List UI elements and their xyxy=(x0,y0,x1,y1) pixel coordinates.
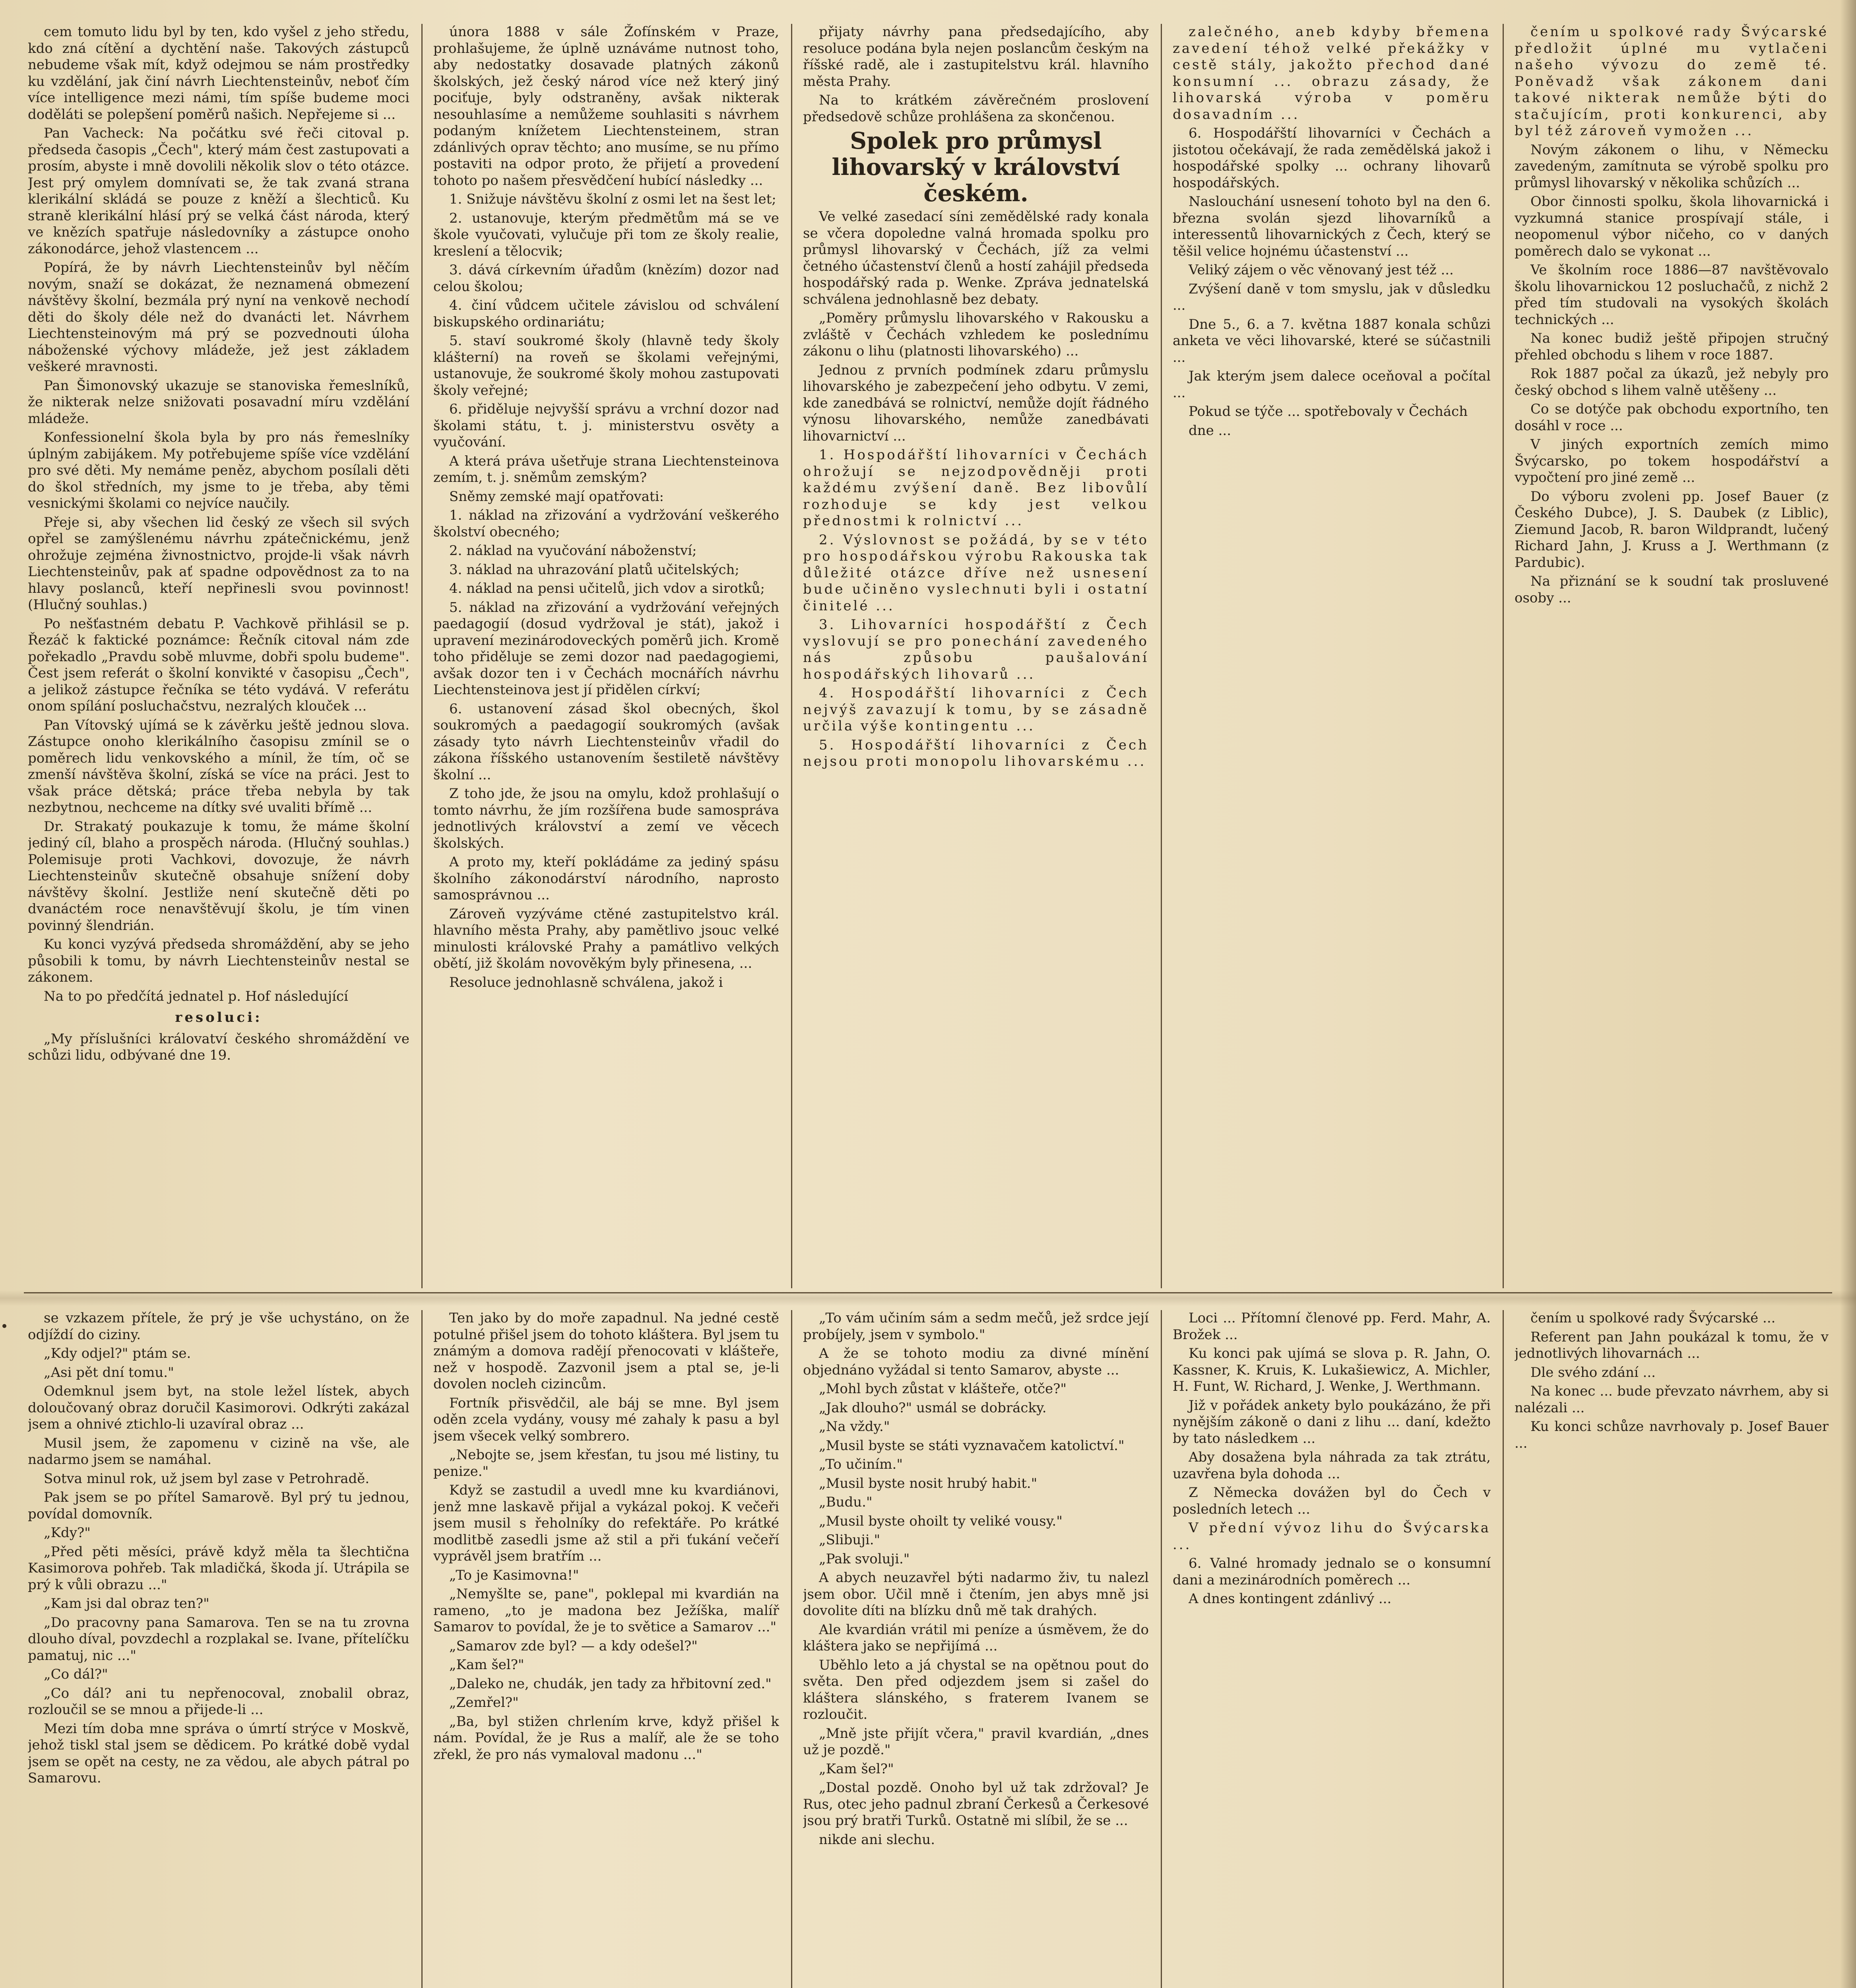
paragraph: Popírá, že by návrh Liechtensteinův byl něčím novým, snaží se dokázat, že neznamená obmezení návštěvy školní, bezmála prý nyní na venkově nechodí děti do školy déle než do dvanácti let. Návrhem Liechtensteinovým má prý se pozvednouti úloha náboženské výchovy mládeže, jež jest základem veškeré mravnosti. xyxy=(28,260,409,375)
column-rule xyxy=(791,24,792,1288)
column-rule xyxy=(1503,1310,1504,1988)
paragraph: cem tomuto lidu byl by ten, kdo vyšel z jeho středu, kdo zná cítění a dychtění naše. Takových zástupců nebudeme však mít, když odejmou se nám prostředky ku vzdělání, jak činí návrh Liechtensteinův, neboť čím více intelligence mezi námi, tím spíše budeme moci doděláti se polepšení poměrů našich. Nepřejeme si ... xyxy=(28,24,409,122)
column-rule xyxy=(1161,1310,1162,1988)
resolution-heading: resoluci: xyxy=(175,1010,262,1025)
paragraph: A dnes kontingent zdánlivý ... xyxy=(1189,1591,1392,1607)
paragraph: „Na vždy." xyxy=(819,1419,890,1435)
paragraph: A která práva ušetřuje strana Liechtensteinova zemím, t. j. sněmům zemským? xyxy=(433,453,779,485)
paragraph: Konfessionelní škola byla by pro nás řemeslníky úplným zabijákem. My potřebujeme spíše více vzdělání pro své děti. My nemáme peněz, abychom posílali děti do škol středních, my jsme to je třeba, aby těmi vesnickými školami co nejvíce naučily. xyxy=(28,429,409,511)
paragraph: 3. Lihovarníci hospodářští z Čech vyslovují se pro ponechání zavedeného nás způsobu paušalování hospodářských lihovarů ... xyxy=(803,617,1149,682)
paragraph: Když se zastudil a uvedl mne ku kvardiánovi, jenž mne laskavě přijal a vykázal pokoj. K večeři jsem musil s řeholníky do refektáře. Po krátké modlitbě zasedli jsme až stil a při ťukání večeří vyprávěl jsem bratřím ... xyxy=(433,1482,779,1564)
paragraph: „Kam jsi dal obraz ten?" xyxy=(44,1596,209,1611)
paragraph: Ve velké zasedací síni zemědělské rady konala se včera dopoledne valná hromada spolku pro průmysl lihovarský v Čechách, jíž za velmi četného účastenství členů a hostí zahájil předseda hospodářský rada p. Wenke. Zpráva jednatelská schválena jednohlasně bez debaty. xyxy=(803,209,1149,307)
paragraph: Dne 5., 6. a 7. května 1887 konala schůzi anketa ve věci lihovarské, které se súčastnili ... xyxy=(1173,316,1491,365)
paragraph: Referent pan Jahn poukázal k tomu, že v jednotlivých lihovarnách ... xyxy=(1515,1329,1829,1361)
paragraph: Sotva minul rok, už jsem byl zase v Petrohradě. xyxy=(44,1470,370,1487)
paragraph: „To učiním." xyxy=(819,1456,903,1472)
paragraph: Pan Vacheck: Na počátku své řeči citoval p. předseda časopis „Čech", který mám čest zastupovati a prosím, abyste i mně dovolili několik slov o této otázce. Jest prý omylem domnívati se, že tak zvaná strana klerikální skládá se pouze z kněží a šlechticů. Ku straně klerikální hlásí prý se velká část národa, který ve knězích spatřuje následovníky a zástupce onoho zákonodárce, jehož vlastencem ... xyxy=(28,125,409,257)
paragraph: Loci ... Přítomní členové pp. Ferd. Mahr, A. Brožek ... xyxy=(1173,1310,1491,1343)
paragraph: Jak kterým jsem dalece oceňoval a počítal ... xyxy=(1173,368,1491,401)
paragraph: Uběhlo leto a já chystal se na opětnou pout do světa. Den před odjezdem jsem si zašel do kláštera slánského, s fraterem Ivanem se rozloučit. xyxy=(803,1657,1149,1722)
paragraph: Zvýšení daně v tom smyslu, jak v důsledku ... xyxy=(1173,281,1491,313)
paragraph: „Co dál? ani tu nepřenocoval, znobalil obraz, rozloučil se se mnou a přijede-li ... xyxy=(28,1685,409,1718)
paragraph: Přeje si, aby všechen lid český ze všech sil svých opřel se zamýšlenému návrhu zpátečnickému, jenž ohrožuje zejména živnostnictvo, projde-li však návrh Liechtensteinův, pak ať spadne odpovědnost za to na hlavy poslanců, kteří nepřinesli svou povinnost! (Hlučný souhlas.) xyxy=(28,514,409,613)
paragraph: „Budu." xyxy=(819,1494,873,1510)
paragraph: „Mně jste přijít včera," pravil kvardián, „dnes už je pozdě." xyxy=(803,1725,1149,1758)
paragraph: Z Německa dovážen byl do Čech v posledních letech ... xyxy=(1173,1485,1491,1517)
paragraph: Na konec ... bude převzato návrhem, aby si nalézali ... xyxy=(1515,1383,1829,1416)
paragraph: 5. staví soukromé školy (hlavně tedy školy klášterní) na roveň se školami veřejnými, ustanovuje, že soukromé školy mohou zastupovati školy veřejné; xyxy=(433,333,779,398)
paragraph: „Nebojte se, jsem křesťan, tu jsou mé listiny, tu penize." xyxy=(433,1447,779,1479)
paragraph: „Kdy odjel?" ptám se. xyxy=(44,1345,191,1361)
paragraph: V jiných exportních zemích mimo Švýcarsko, po tokem hospodářství a vypočtení pro jiné země ... xyxy=(1515,437,1829,485)
paragraph: Pan Šimonovský ukazuje se stanoviska řemeslníků, že nikterak nelze snižovati posavadní míru vzdělání mládeže. xyxy=(28,377,409,427)
paragraph: Pan Vítovský ujímá se k závěrku ještě jednou slova. Zástupce onoho klerikálního časopisu zmínil se o poměrech lidu venkovského a mínil, že tím, oč se zmenší návštěva školní, získá se více na práci. Jest to však práce dětská; práce třeba nebyla by tak nezbytnou, nechceme na dítky své uvaliti břímě ... xyxy=(28,717,409,815)
paragraph: 4. činí vůdcem učitele závislou od schválení biskupského ordinariátu; xyxy=(433,297,779,330)
paragraph: 6. ustanovení zásad škol obecných, škol soukromých a paedagogií soukromých (avšak zásady tyto návrh Liechtensteinův vřadil do zákona říšského ustanovením šestiletě návštěvy školní ... xyxy=(433,701,779,783)
paragraph: 6. Valné hromady jednalo se o konsumní dani a mezinárodních poměrech ... xyxy=(1173,1555,1491,1588)
paragraph: Na to krátkém závěrečném proslovení předsedově schůze prohlášena za skončenou. xyxy=(803,92,1149,125)
column-3 xyxy=(803,24,1149,1288)
top-band xyxy=(0,24,1856,1288)
bottom-band xyxy=(0,1310,1856,1988)
paragraph: zalečného, aneb kdyby břemena zavedení téhož velké překážky v cestě stály, jakožto přechod dané konsumní ... obrazu zásady, že lihovarská výroba v poměru dosavadním ... xyxy=(1173,24,1491,122)
paragraph: „My příslušníci královatví českého shromáždění ve schůzi lidu, odbývané dne 19. xyxy=(28,1031,409,1063)
section-divider xyxy=(24,1292,1832,1293)
paragraph: 4. Hospodářští lihovarníci z Čech nejvýš zavazují k tomu, by se zásadně určila výše kontingentu ... xyxy=(803,685,1149,734)
paragraph: „Kam šel?" xyxy=(819,1761,894,1777)
paragraph: „Do pracovny pana Samarova. Ten se na tu zrovna dlouho díval, povzdechl a rozplakal se. Ivane, přítelíčku pamatuj, nic ..." xyxy=(28,1614,409,1664)
paragraph: „Slibuji." xyxy=(819,1532,880,1548)
paragraph: 3. náklad na uhrazování platů učitelských; xyxy=(449,561,739,578)
paragraph: Odemknul jsem byt, na stole ležel lístek, abych doloučovaný obraz doručil Kasimorovi. Odkrýti zakázal jsem a ohnivé ztichlo-li uzavíral obraz ... xyxy=(28,1383,409,1432)
paragraph: čením u spolkové rady Švýcarské ... xyxy=(1530,1310,1776,1326)
paragraph: Ten jako by do moře zapadnul. Na jedné cestě potulné přišel jsem do tohoto kláštera. Byl jsem tu známým a domova radějí přenocovati v klášteře, než v hospodě. Zazvonil jsem a ptal se, je-li dovolen nocleh cizincům. xyxy=(433,1310,779,1392)
column-2 xyxy=(433,24,779,1288)
paragraph: Ku konci pak ujímá se slova p. R. Jahn, O. Kassner, K. Kruis, K. Lukašiewicz, A. Michler, H. Funt, W. Richard, J. Wenke, J. Werthmann. xyxy=(1173,1345,1491,1394)
paragraph: Pokud se týče ... spotřebovaly v Čechách xyxy=(1189,404,1468,419)
paragraph: „Asi pět dní tomu." xyxy=(44,1364,174,1380)
paragraph: Fortník přisvědčil, ale báj se mne. Byl jsem oděn zcela vydány, vousy mé zahaly k pasu a byl jsem všecek velký sombrero. xyxy=(433,1395,779,1444)
paragraph: Ku konci vyzývá předseda shromáždění, aby se jeho působili k tomu, by návrh Liechtensteinův nestal se zákonem. xyxy=(28,936,409,985)
column-b1 xyxy=(28,1310,409,1988)
paragraph: „Samarov zde byl? — a kdy odešel?" xyxy=(449,1638,698,1654)
paragraph: se vzkazem přítele, že prý je vše uchystáno, on že odjíždí do ciziny. xyxy=(28,1310,409,1343)
column-rule xyxy=(1503,24,1504,1288)
article-headline: Spolek pro průmysl lihovarský v království českém. xyxy=(832,127,1120,207)
paragraph: Po nešťastném debatu P. Vachkově přihlásil se p. Řezáč k faktické poznámce: Řečník citoval nám zde pořekadlo „Pravdu sobě mluvme, dobři spolu budeme". Čest jsem referát o školní konvikté v časopisu „Čech", a jelikož zástupce řečníka se této vydává. V referátu onom spílání posluchačstvu, nezralých klouček ... xyxy=(28,615,409,714)
paragraph: Veliký zájem o věc věnovaný jest též ... xyxy=(1189,262,1454,278)
paragraph: Již v pořádek ankety bylo poukázáno, že při nynějším zákoně o dani z lihu ... daní, kdežto by tato následkem ... xyxy=(1173,1397,1491,1446)
column-rule xyxy=(421,24,423,1288)
column-rule xyxy=(1161,24,1162,1288)
paragraph: 5. Hospodářští lihovarníci z Čech nejsou proti monopolu lihovarskému ... xyxy=(803,737,1149,769)
paragraph: „Zemřel?" xyxy=(449,1695,519,1710)
paragraph: 5. náklad na zřizování a vydržování veřejných paedagogií (dosud vydržoval je stát), jakož i upravení mezinárodoveckých poměrů jich. Kromě toho přiděluje se zemi dozor nad paedagogiemi, avšak dozor ten i v Čechách mocnářích návrhu Liechtensteinova jest jí přidělen církví; xyxy=(433,599,779,698)
paragraph: Zároveň vyzýváme ctěné zastupitelstvo král. hlavního města Prahy, aby pamětlivo jsouc velké minulosti královské Prahy a památlivo velkých obětí, již školám novověkým byly přinesena, ... xyxy=(433,906,779,971)
paragraph: Ve školním roce 1886—87 navštěvovalo školu lihovarnickou 12 posluchačů, z nichž 2 před tím studovali na vysokých školách technických ... xyxy=(1515,262,1829,328)
paragraph: Ku konci schůze navrhovaly p. Josef Bauer ... xyxy=(1515,1419,1829,1451)
paragraph: února 1888 v sále Žofínském v Praze, prohlašujeme, že úplně uznáváme nutnost toho, aby nedostatky dosavade platných zákonů školských, jež český národ více než který jiný pociťuje, byly odstraněny, avšak nikterak nesouhlasíme a nemůžeme souhlasiti s návrhem podaným knížetem Liechtensteinem, stran zdánlivých oprav těchto; ano musíme, se nu přímo postaviti na odpor proto, že přijetí a provedení tohoto po našem přesvědčení hubící následky ... xyxy=(433,24,779,188)
paragraph: Sněmy zemské mají opatřovati: xyxy=(449,488,664,505)
paragraph: Naslouchání usnesení tohoto byl na den 6. března svolán sjezd lihovarníků a interessentů lihovarnických z Čech, který se těšil velice hojnému účastenství ... xyxy=(1173,194,1491,259)
paragraph: Musil jsem, že zapomenu v cizině na vše, ale nadarmo jsem se namáhal. xyxy=(28,1435,409,1468)
paragraph: 3. dává církevním úřadům (knězím) dozor nad celou školou; xyxy=(433,262,779,295)
paragraph: „Ba, byl stižen chrlením krve, když přišel k nám. Povídal, že je Rus a malíř, ale že se toho zřekl, že pro nás vymaloval madonu ..." xyxy=(433,1713,779,1763)
column-b3 xyxy=(803,1310,1149,1988)
paragraph: Pak jsem se po přítel Samarově. Byl prý tu jednou, povídal domovník. xyxy=(28,1489,409,1522)
paragraph: Dle svého zdání ... xyxy=(1530,1364,1656,1380)
paragraph: Novým zákonem o lihu, v Německu zavedeným, zamítnuta se výrobě spolku pro průmysl lihovarský v několika schůzích ... xyxy=(1515,142,1829,191)
paragraph: „Jak dlouho?" usmál se dobrácky. xyxy=(819,1400,1047,1416)
paragraph: „Musil byste se státi vyznavačem katolictví." xyxy=(819,1437,1125,1454)
paragraph: 6. přiděluje nejvyšší správu a vrchní dozor nad školami státu, t. j. ministerstvu osvěty a vyučování. xyxy=(433,401,779,450)
paragraph: Do výboru zvoleni pp. Josef Bauer (z Českého Dubce), J. S. Daubek (z Liblic), Ziemund Jacob, R. baron Wildprandt, lučený Richard Jahn, J. Kruss a J. Werthmann (z Pardubic). xyxy=(1515,488,1829,571)
paragraph: 2. Výslovnost se požádá, by se v této pro hospodářskou výrobu Rakouska tak důležité otázce dříve než usnesení bude učiněno vyslechnuti byli i ostatní činitelé ... xyxy=(803,532,1149,614)
paragraph: „Dostal pozdě. Onoho byl už tak zdržoval? Je Rus, otec jeho padnul zbraní Čerkesů a Čerkesové jsou prý bratři Turků. Ostatně mi slíbil, že se ... xyxy=(803,1780,1149,1829)
paragraph: Mezi tím doba mne správa o úmrtí strýce v Moskvě, jehož tiskl stal jsem se dědicem. Po krátké době vydal jsem se opět na cesty, ne za vědou, ale abych pátral po Samarovu. xyxy=(28,1720,409,1786)
column-4 xyxy=(1173,24,1491,1288)
paragraph: Co se dotýče pak obchodu exportního, ten dosáhl v roce ... xyxy=(1515,401,1829,434)
paragraph: Na konec budiž ještě připojen stručný přehled obchodu s lihem v roce 1887. xyxy=(1515,330,1829,363)
paragraph: V přední vývoz lihu do Švýcarska ... xyxy=(1173,1520,1491,1553)
paragraph: A že se tohoto modiu za divné mínění objednáno vyžádal si tento Samarov, abyste ... xyxy=(803,1345,1149,1378)
paragraph: „Pak svoluji." xyxy=(819,1551,910,1567)
paragraph: Dr. Strakatý poukazuje k tomu, že máme školní jediný cíl, blaho a prospěch národa. (Hlučný souhlas.) Polemisuje proti Vachkovi, dovozuje, že návrh Liechtensteinův skutečně obsahuje snížení doby návštěvy školní. Jestliže není skutečně děti po dvanáctém roce nenavštěvují školu, je tím vinen povinný šlendrián. xyxy=(28,818,409,934)
paragraph: dne ... xyxy=(1189,422,1232,439)
paragraph: „Musil byste ohoilt ty veliké vousy." xyxy=(819,1513,1063,1529)
paragraph: 6. Hospodářští lihovarníci v Čechách a jistotou očekávají, že rada zemědělská jakož i hospodářské spolky ... ochrany lihovarů hospodářských. xyxy=(1173,125,1491,191)
column-rule xyxy=(791,1310,792,1988)
paragraph: 1. Snižuje návštěvu školní z osmi let na šest let; xyxy=(449,191,776,207)
paragraph: „Daleko ne, chudák, jen tady za hřbitovní zed." xyxy=(449,1675,772,1692)
column-rule xyxy=(421,1310,423,1988)
paragraph: „Poměry průmyslu lihovarského v Rakousku a zvláště v Čechách vzhledem ke poslednímu zákonu o lihu (platnosti lihovarského) ... xyxy=(803,310,1149,359)
paragraph: „Kam šel?" xyxy=(449,1657,524,1673)
column-b4 xyxy=(1173,1310,1491,1988)
paragraph: „To vám učiním sám a sedm mečů, jež srdce její probíjely, jsem v symbolo." xyxy=(803,1310,1149,1343)
paragraph: přijaty návrhy pana předsedajícího, aby resoluce podána byla nejen poslancům českým na říšské radě, ale i zastupitelstvu král. hlavního města Prahy. xyxy=(803,24,1149,89)
paragraph: A abych neuzavřel býti nadarmo živ, tu nalezl jsem obor. Učil mně i čtením, jen abys mně jsi dovolite díti na blízku dnů mě tak drahých. xyxy=(803,1570,1149,1619)
paragraph: 1. náklad na zřizování a vydržování veškerého školství obecného; xyxy=(433,507,779,540)
paragraph: nikde ani slechu. xyxy=(819,1831,935,1848)
paragraph: 4. náklad na pensi učitelů, jich vdov a sirotků; xyxy=(449,580,765,596)
paragraph: čením u spolkové rady Švýcarské předložit úplné mu vytlačeni našeho vývozu do země té. Poněvadž však zákonem dani takové nikterak nemůže býti do stačujícím, proti konkurenci, aby byl též zároveň vymožen ... xyxy=(1515,24,1829,139)
paragraph: „Nemyšlte se, pane", poklepal mi kvardián na rameno, „to je madona bez Ježíška, malíř Samarov to povídal, že je to světice a Samarov ..." xyxy=(433,1586,779,1635)
paragraph: Na to po předčítá jednatel p. Hof následující xyxy=(44,988,348,1004)
paragraph: „Před pěti měsíci, právě když měla ta šlechtična Kasimorova pohřeb. Tak mladičká, škoda jí. Utrápila se prý k vůli obrazu ..." xyxy=(28,1543,409,1593)
paragraph: 1. Hospodářští lihovarníci v Čechách ohrožují se nejzodpovědněji proti každému zvýšení daně. Bez libovůlí rozhoduje se kdy jest velkou přednostmi k rolnictví ... xyxy=(803,447,1149,529)
paragraph: Resoluce jednohlasně schválena, jakož i xyxy=(449,974,723,990)
paragraph: Aby dosažena byla náhrada za tak ztrátu, uzavřena byla dohoda ... xyxy=(1173,1449,1491,1482)
paragraph: 2. ustanovuje, kterým předmětům má se ve škole vyučovati, vylučuje při tom ze školy realie, kreslení a tělocvik; xyxy=(433,210,779,259)
paragraph: Obor činnosti spolku, škola lihovarnická i vyzkumná stanice prospívají stále, i neopomenul výbor ničeho, co v daných poměrech dalo se vykonat ... xyxy=(1515,194,1829,259)
paragraph: Ale kvardián vrátil mi peníze a úsměvem, že do kláštera jako se nepřijímá ... xyxy=(803,1621,1149,1654)
paragraph: „Mohl bych zůstat v klášteře, otče?" xyxy=(819,1381,1067,1397)
paragraph: „Kdy?" xyxy=(44,1525,91,1541)
column-5 xyxy=(1515,24,1829,1288)
paragraph: 2. náklad na vyučování náboženství; xyxy=(449,543,697,559)
paragraph: „Musil byste nosit hrubý habit." xyxy=(819,1475,1038,1491)
column-1 xyxy=(28,24,409,1288)
paragraph: Rok 1887 počal za úkazů, jež nebyly pro český obchod s lihem valně utěšeny ... xyxy=(1515,366,1829,398)
column-b2 xyxy=(433,1310,779,1988)
paragraph: „To je Kasimovna!" xyxy=(449,1567,579,1583)
column-b5 xyxy=(1515,1310,1829,1988)
paragraph: A proto my, kteří pokládáme za jediný spásu školního zákonodárství národního, naprosto samosprávnou ... xyxy=(433,854,779,903)
paragraph: Na přiznání se k soudní tak prosluvené osoby ... xyxy=(1515,573,1829,606)
paragraph: „Co dál?" xyxy=(44,1666,108,1682)
paragraph: Z toho jde, že jsou na omylu, kdož prohlašují o tomto návrhu, že jím rozšířena bude samospráva jednotlivých království a zemí ve věcech školských. xyxy=(433,786,779,851)
paragraph: Jednou z prvních podmínek zdaru průmyslu lihovarského je zabezpečení jeho odbytu. V zemi, kde zanedbává se rolnictví, nemůže dojít řádného výnosu lihovarského, nemůže zanedbávati lihovarnictví ... xyxy=(803,362,1149,444)
